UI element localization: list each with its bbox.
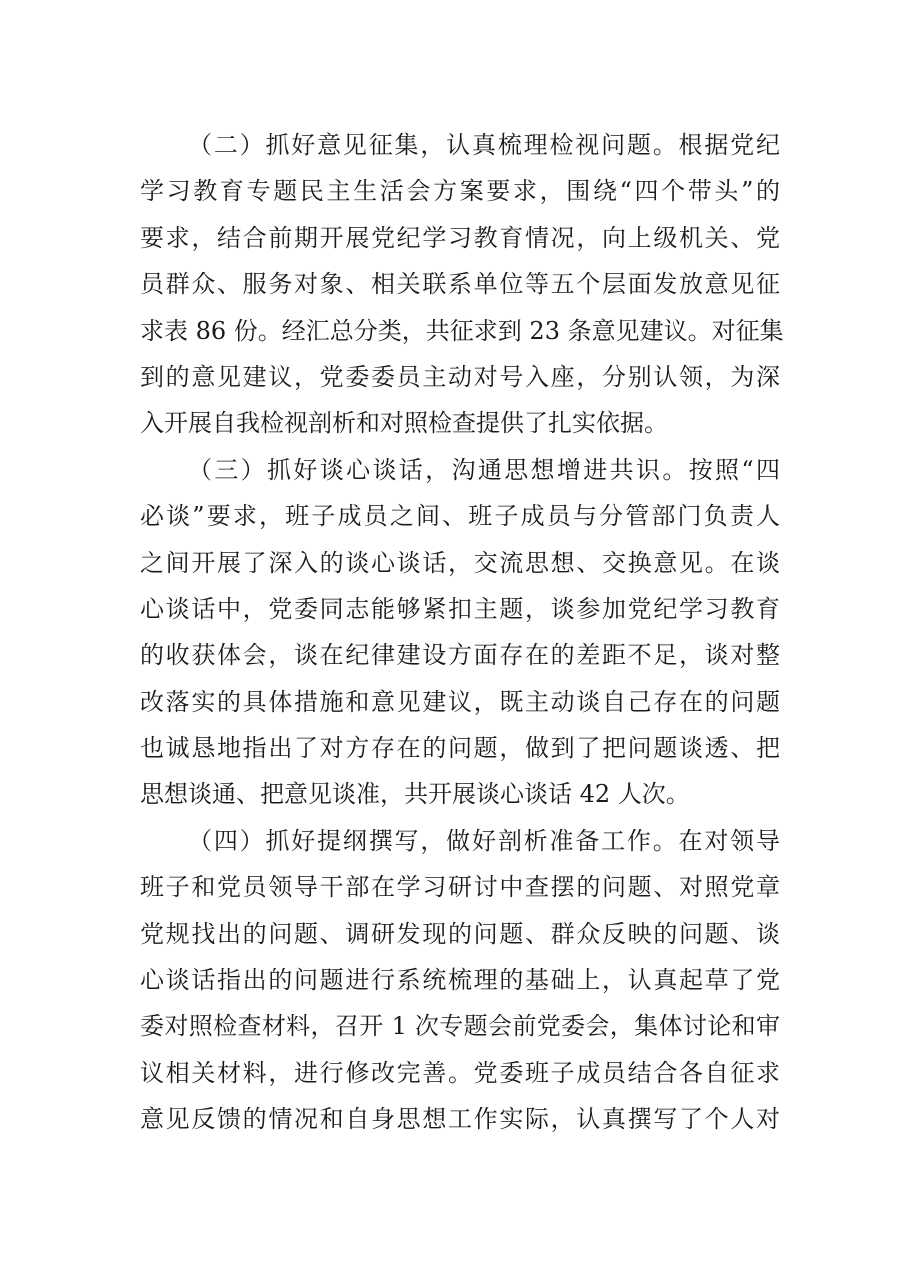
text-line: 求表 86 份。经汇总分类，共征求到 23 条意见建议。对征集 xyxy=(140,316,784,345)
text-line: 心谈话指出的问题进行系统梳理的基础上，认真起草了党 xyxy=(140,966,780,995)
text-line: 思想谈通、把意见谈准，共开展谈心谈话 42 人次。 xyxy=(140,780,690,809)
text-line: 班子和党员领导干部在学习研讨中查摆的问题、对照党章 xyxy=(140,873,780,902)
paragraph-heart-to-heart-talks xyxy=(140,447,780,818)
text-line: 学习教育专题民主生活会方案要求，围绕“四个带头”的 xyxy=(140,177,780,206)
text-line: 委对照检查材料，召开 1 次专题会前党委会，集体讨论和审 xyxy=(140,1012,780,1041)
paragraph-outline-writing xyxy=(140,818,780,1143)
document-body xyxy=(140,122,784,1143)
text-line: 到的意见建议，党委委员主动对号入座，分别认领，为深 xyxy=(140,362,780,391)
text-line: 要求，结合前期开展党纪学习教育情况，向上级机关、党 xyxy=(140,223,780,252)
text-line: 心谈话中，党委同志能够紧扣主题，谈参加党纪学习教育 xyxy=(140,594,780,623)
text-line: 必谈”要求，班子成员之间、班子成员与分管部门负责人 xyxy=(140,502,780,531)
paragraph-collect-opinions xyxy=(140,122,784,447)
text-line: 入开展自我检视剖析和对照检查提供了扎实依据。 xyxy=(140,409,668,438)
text-line: （三）抓好谈心谈话，沟通思想增进共识。按照“四 xyxy=(188,455,780,484)
text-line: 的收获体会，谈在纪律建设方面存在的差距不足，谈对整 xyxy=(140,641,780,670)
text-line: 意见反馈的情况和自身思想工作实际，认真撰写了个人对 xyxy=(140,1105,780,1134)
text-line: 党规找出的问题、调研发现的问题、群众反映的问题、谈 xyxy=(140,919,780,948)
text-line: （二）抓好意见征集，认真梳理检视问题。根据党纪 xyxy=(188,131,780,159)
text-line: 之间开展了深入的谈心谈话，交流思想、交换意见。在谈 xyxy=(140,548,780,577)
text-line: 也诚恳地指出了对方存在的问题，做到了把问题谈透、把 xyxy=(140,734,780,763)
text-line: 员群众、服务对象、相关联系单位等五个层面发放意见征 xyxy=(140,270,780,299)
text-line: 议相关材料，进行修改完善。党委班子成员结合各自征求 xyxy=(140,1058,780,1087)
text-line: 改落实的具体措施和意见建议，既主动谈自己存在的问题 xyxy=(140,687,780,716)
text-line: （四）抓好提纲撰写，做好剖析准备工作。在对领导 xyxy=(188,826,780,855)
